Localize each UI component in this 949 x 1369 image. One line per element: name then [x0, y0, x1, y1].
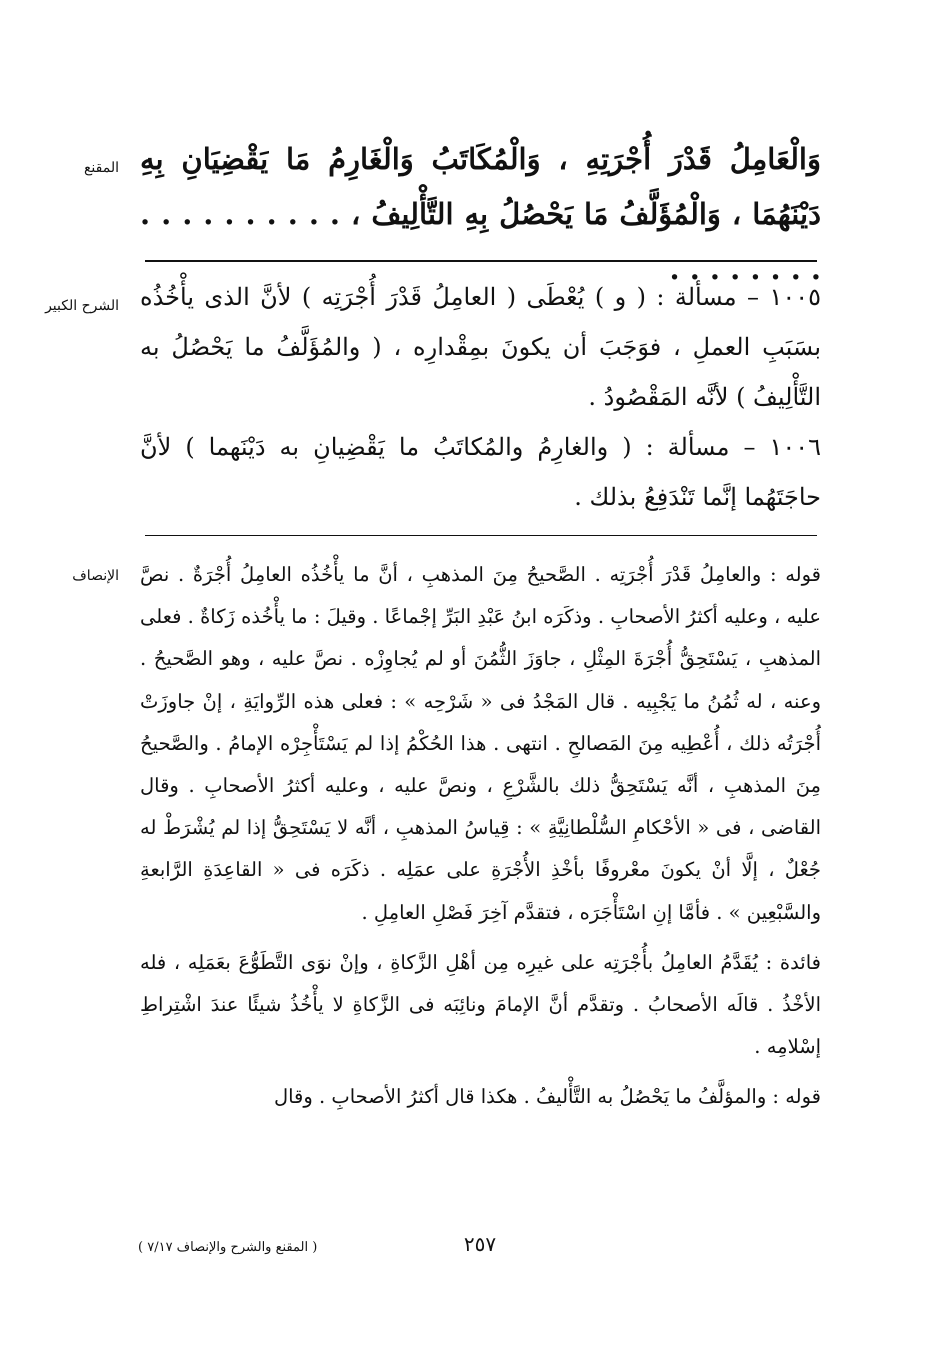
sharh-paragraph-1006: ١٠٠٦ – مسألة : ( والغارِمُ والمُكاتَبُ ما يَقْضِيانِ به دَيْنَهما ) لأنَّ حاجَتَهُما إنَّما تَنْدَفِعُ بذلك . [140, 433, 821, 511]
page-number: ٢٥٧ [463, 1232, 497, 1256]
insaf-paragraph-faida: فائدة : يُقَدَّمُ العامِلُ بأُجْرَتِه على غيرِه مِن أهْلِ الزَّكاةِ ، وإنْ نوَى التَّطَوُّعَ بعَمَلِه ، فله الأخْذُ . قالَه الأصحابُ . وتقدَّم أنَّ الإمامَ ونائِبَه فى الزَّكاةِ لا يأْخُذُ شيئًا عندَ اشْتِراطِ إسْلامِه . [140, 950, 821, 1059]
side-label-sharh: الشرح الكبير [45, 298, 119, 314]
sharh-paragraph-1005: ١٠٠٥ – مسألة : ( و ) يُعْطَى ( العامِلُ قَدْرَ أُجْرَتِه ) لأنَّ الذى يأْخُذُه بسَبَبِ العملِ ، فوَجَبَ أن يكونَ بمِقْدارِه ، ( والمُؤَلَّفُ ما يَحْصُلُ به التَّأْلِيفُ ) لأنَّه المَقْصُودُ . [140, 283, 821, 411]
side-label-muqni: المقنع [83, 160, 119, 176]
section-divider-middle [145, 535, 817, 536]
insaf-paragraph-muallaf: قوله : والمؤلَّفُ ما يَحْصُلُ به التَّأْليفُ . هكذا قال أكثرُ الأصحابِ . وقال [273, 1085, 821, 1109]
insaf-text-block [140, 554, 821, 1119]
sharh-text-block [140, 272, 821, 522]
muqni-paragraph: وَالْعَامِلُ قَدْرَ أُجْرَتِهِ ، وَالْمُكَاتَبُ وَالْغَارِمُ مَا يَقْضِيَانِ بِهِ دَيْنَهُمَا ، وَالْمُؤَلَّفُ مَا يَحْصُلُ بِهِ التَّأْلِيفُ ، . . . . . . . . . . . . . . . . . . [140, 142, 821, 286]
side-label-insaf: الإنصاف [72, 568, 119, 584]
section-divider-top [145, 260, 817, 262]
footer-reference: ( المقنع والشرح والإنصاف ٧/١٧ ) [138, 1240, 318, 1255]
insaf-paragraph-amil: قوله : والعامِلُ قَدْرَ أُجْرَتِه . الصَّحيحُ مِنَ المذهبِ ، أنَّ ما يأْخُذُه العامِلُ أُجْرَةٌ . نصَّ عليه ، وعليه أكثرُ الأصحابِ . وذكَرَه ابنُ عَبْدِ البَرِّ إجْماعًا . وقيلَ : ما يأْخُذه زَكاةٌ . فعلى المذهبِ ، يَسْتَحِقُّ أُجْرَةَ المِثْلِ ، جاوَزَ الثُّمُنَ أو لم يُجاوِزْه . نصَّ عليه ، وهو الصَّحيحُ . وعنه ، له ثُمُنُ ما يَجْبِيه . قال المَجْدُ فى « شَرْحِه » : فعلى هذه الرِّوايَةِ ، إنْ جاوزَتْ أُجْرَتُه ذلك ، أُعْطِيه مِنَ المَصالحِ . انتهى . هذا الحُكْمُ إذا لم يَسْتَأْجِرْه الإمامُ . والصَّحيحُ مِنَ المذهبِ ، أنَّه يَسْتَحِقُّ ذلك بالشَّرْعِ ، ونصَّ عليه ، وعليه أكثرُ الأصحابِ . وقال القاضى ، فى « الأحْكامِ السُّلْطانِيَّةِ » : قِياسُ المذهبِ ، أنَّه لا يَسْتَحِقُّ إذا لم يُشْرَطْ له جُعْلٌ ، إلَّا أنْ يكونَ معْروفًا بأخْذِ الأُجْرَةِ على عمَلِه . ذكَرَه فى « القاعِدَةِ الرَّابعةِ والسَّبْعِين » . فأمَّا إنِ اسْتَأْجَرَه ، فتقدَّم آخِرَ فَصْلِ العامِلِ . [140, 563, 821, 924]
